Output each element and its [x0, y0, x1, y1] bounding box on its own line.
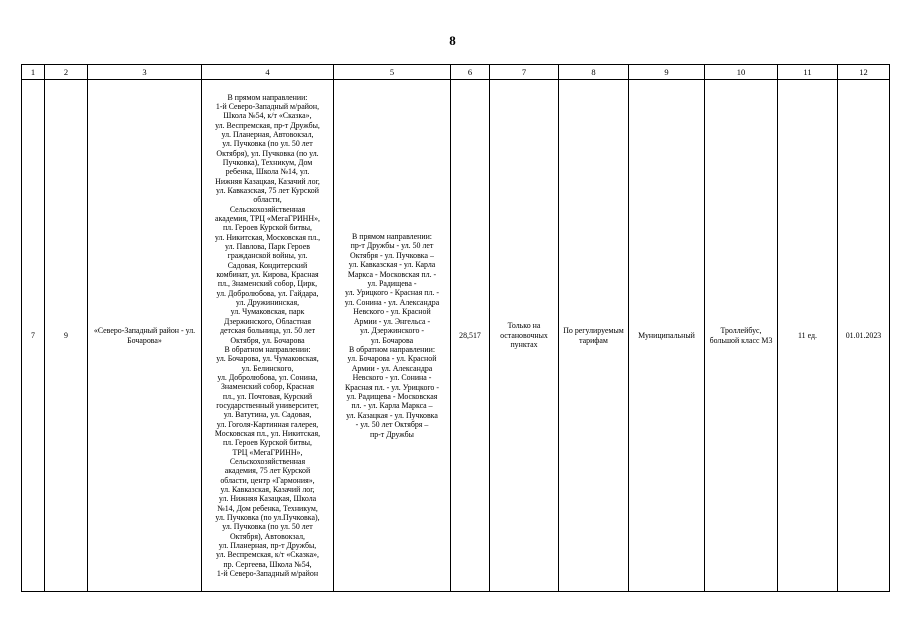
text-line: 1-й Северо-Западный м/район, — [215, 101, 320, 111]
column-number: 6 — [451, 65, 490, 80]
streets-list — [336, 232, 448, 439]
text-line: Красная пл. - ул. Урицкого - — [345, 382, 439, 392]
page-number: 8 — [449, 33, 456, 48]
text-line: Октября, ул. Бочарова — [230, 335, 305, 345]
text-line: академия, ТРЦ «МегаГРИНН», — [215, 214, 320, 224]
text-line: ул. Планерная, Автовокзал, — [221, 129, 314, 139]
text-line: Пучковка), Техникум, Дом — [222, 157, 313, 167]
text-line: ул. Дружининская, — [235, 298, 300, 308]
text-line: Армии - ул. Энгельса - — [353, 316, 431, 326]
text-line: пл. Героев Курской битвы, — [222, 223, 313, 233]
text-line: Невского - ул. Сонина - — [352, 373, 432, 383]
text-line: ул. Бочарова - ул. Красной — [347, 354, 437, 364]
text-line: ТРЦ «МегаГРИНН», — [232, 447, 303, 457]
text-line: академия, 75 лет Курской — [224, 466, 311, 476]
text-line: ул. Павлова, Парк Героев — [225, 242, 310, 252]
start-date-cell: 01.01.2023 — [838, 80, 890, 592]
text-line: В обратном направлении: — [348, 344, 436, 354]
route-number-cell: 9 — [45, 80, 88, 592]
tariff-cell: По регулируемым тарифам — [559, 80, 629, 592]
text-line: Армии - ул. Александра — [351, 363, 433, 373]
text-line: пл., ул. Почтовая, Курский — [222, 391, 313, 401]
text-line: Знаменский собор, Красная — [220, 382, 314, 392]
column-number: 1 — [22, 65, 45, 80]
column-number: 9 — [629, 65, 705, 80]
text-line: Нижняя Казацкая, Казачий лог, — [215, 176, 320, 186]
text-line: ул. Планерная, пр-т Дружбы, — [218, 541, 317, 551]
text-line: ул. Радищева - Московская — [346, 391, 438, 401]
text-line: 1-й Северо-Западный м/район — [216, 569, 319, 579]
text-line: ул. Добролюбова, ул. Гайдара, — [216, 288, 319, 298]
text-line: - ул. 50 лет Октября – — [355, 420, 429, 430]
text-line: Дзержинского, Областная — [223, 316, 312, 326]
text-line: пр-т Дружбы - ул. 50 лет — [350, 241, 434, 251]
column-number: 10 — [705, 65, 778, 80]
text-line: ул. Бочарова — [370, 335, 414, 345]
vehicle-count-cell: 11 ед. — [778, 80, 838, 592]
stop-mode-cell: Только на остановочных пунктах — [490, 80, 559, 592]
text-line: Октября), ул. Пучковка (по ул. — [216, 148, 319, 158]
text-line: ул. Нижняя Казацкая, Школа — [218, 494, 317, 504]
column-number: 5 — [334, 65, 451, 80]
text-line: ул. Кавказская, 75 лет Курской — [216, 186, 319, 195]
column-number: 4 — [202, 65, 334, 80]
text-line: ул. Пучковка (по ул. 50 лет — [222, 522, 313, 532]
text-line: пл., Знаменский собор, Цирк, — [217, 279, 318, 289]
text-line: детская больница, ул. 50 лет — [219, 326, 316, 336]
column-number: 8 — [559, 65, 629, 80]
stops-cell — [202, 80, 334, 592]
text-line: области, центр «Гармония», — [220, 475, 315, 485]
text-line: ул. Пучковка (по ул.Пучковка), — [215, 513, 320, 523]
text-line: Октября), Автовокзал, — [229, 531, 306, 541]
text-line: Садовая, Кондитерский — [227, 260, 308, 270]
text-line: Школа №54, к/т «Сказка», — [223, 111, 312, 121]
text-line: пр-т Дружбы — [370, 429, 414, 439]
column-number: 7 — [490, 65, 559, 80]
column-number: 11 — [778, 65, 838, 80]
route-name-cell: «Северо-Западный район - ул. Бочарова» — [88, 80, 202, 592]
text-line: ул. Урицкого - Красная пл. - — [345, 288, 439, 298]
text-line: ул. Пучковка (по ул. 50 лет — [222, 139, 313, 149]
text-line: Московская пл., ул. Никитская, — [214, 428, 321, 438]
text-line: ул. Белинского, — [241, 363, 294, 373]
carrier-type-cell: Муниципальный — [629, 80, 705, 592]
text-line: ул. Сонина - ул. Александра — [344, 297, 440, 307]
text-line: пл. - ул. Карла Маркса – — [351, 401, 433, 411]
text-line: Октября - ул. Пучковка – — [350, 250, 434, 260]
text-line: Сельскохозяйственная — [229, 456, 306, 466]
vehicle-cell: Троллейбус, большой класс М3 — [705, 80, 778, 592]
column-number-row — [22, 65, 890, 80]
column-number: 2 — [45, 65, 88, 80]
text-line: В обратном направлении: — [224, 344, 311, 354]
text-line: ул. Чумаковская, парк — [230, 307, 305, 317]
text-line: Маркса - Московская пл. - — [347, 269, 437, 279]
text-line: комбинат, ул. Кирова, Красная — [216, 270, 319, 280]
route-table — [21, 64, 890, 592]
stops-list — [204, 93, 331, 579]
route-row — [22, 80, 890, 592]
column-number: 12 — [838, 65, 890, 80]
text-line: пл. Героев Курской битвы, — [222, 438, 313, 448]
text-line: Невского - ул. Красной — [353, 307, 431, 317]
text-line: ул. Гоголя-Картинная галерея, — [216, 419, 319, 429]
text-line: ул. Никитская, Московская пл., — [214, 232, 321, 242]
text-line: В прямом направлении: — [227, 92, 308, 102]
text-line: ребенка, Школа №14, ул. — [225, 167, 310, 177]
text-line: ул. Дзержинского - — [360, 326, 424, 336]
route-length-cell: 28,517 — [451, 80, 490, 592]
text-line: ул. Веспремская, к/т «Сказка», — [215, 550, 320, 560]
text-line: гражданской войны, ул. — [227, 251, 308, 261]
text-line: Сельскохозяйственная — [229, 204, 306, 214]
text-line: государственный университет, — [216, 400, 319, 410]
text-line: ул. Кавказская, Казачий лог, — [220, 485, 315, 494]
column-number: 3 — [88, 65, 202, 80]
reg-number-cell: 7 — [22, 80, 45, 592]
text-line: ул. Кавказская - ул. Карла — [348, 260, 436, 270]
text-line: ул. Ватутина, ул. Садовая, — [223, 410, 312, 420]
text-line: пр. Сергеева, Школа №54, — [223, 559, 312, 569]
text-line: В прямом направлении: — [351, 232, 432, 242]
text-line: ул. Бочарова, ул. Чумаковская, — [216, 354, 319, 364]
text-line: ул. Веспремская, пр-т Дружбы, — [215, 120, 320, 130]
text-line: ул. Казацкая - ул. Пучковка — [346, 410, 438, 420]
text-line: ул. Радищева - — [367, 279, 417, 289]
text-line: области, — [253, 195, 282, 205]
streets-cell — [334, 80, 451, 592]
text-line: №14, Дом ребенка, Техникум, — [217, 503, 318, 513]
text-line: ул. Добролюбова, ул. Сонина, — [217, 372, 318, 382]
